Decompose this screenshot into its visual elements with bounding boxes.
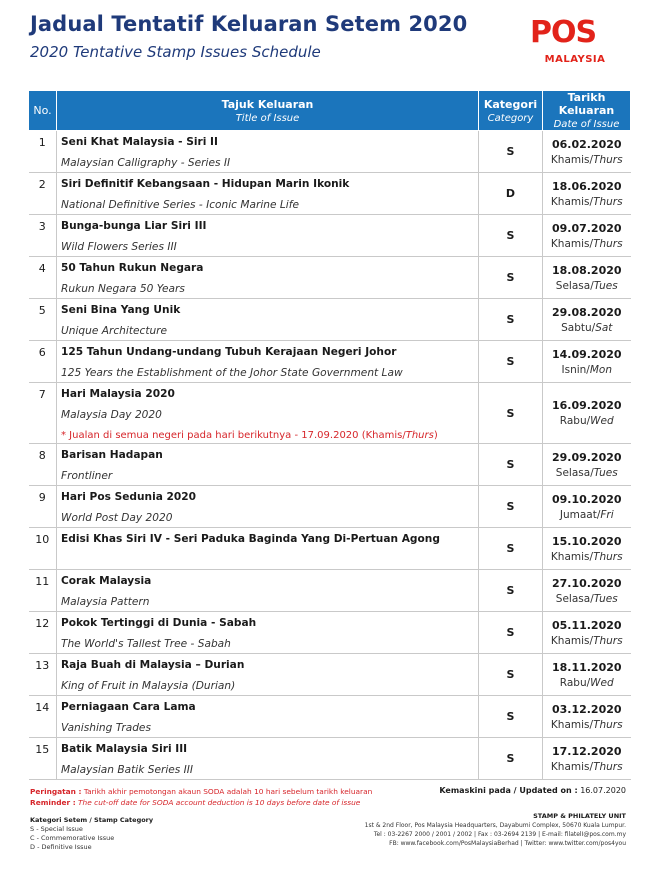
issue-day: Khamis/Thurs: [550, 634, 623, 647]
row-number: 3: [29, 215, 57, 257]
day-ms: Sabtu: [561, 321, 592, 334]
logo-wordmark: POS: [530, 14, 597, 50]
date-cell: [543, 612, 631, 654]
issue-title-ms: Pokok Tertinggi di Dunia - Sabah: [61, 617, 257, 629]
date-cell: [543, 738, 631, 780]
category-cell: S: [479, 299, 543, 341]
issue-day: Jumaat/Fri: [559, 508, 614, 521]
issue-day: Selasa/Tues: [555, 279, 618, 292]
header-category: [479, 91, 543, 131]
issue-title-ms: Batik Malaysia Siri III: [61, 743, 188, 755]
table-row: [29, 738, 631, 780]
issue-title-en: Malaysian Batik Series III: [61, 764, 194, 776]
day-ms: Khamis: [550, 550, 590, 563]
issue-title-ms: Perniagaan Cara Lama: [61, 701, 196, 713]
category-cell: S: [479, 612, 543, 654]
category-cell: S: [479, 257, 543, 299]
sale-note: [61, 430, 474, 441]
sale-note-text: * Jualan di semua negeri pada hari berikutnya - 17.09.2020 (Khamis/: [61, 430, 406, 441]
date-cell: [543, 131, 631, 173]
date-cell: [543, 173, 631, 215]
issue-date: 18.11.2020: [551, 660, 622, 674]
table-row: [29, 696, 631, 738]
issue-day: Selasa/Tues: [555, 466, 618, 479]
day-ms: Khamis: [550, 195, 590, 208]
table-row: [29, 257, 631, 299]
logo-subtext: MALAYSIA: [544, 54, 606, 65]
stamp-schedule-table: [28, 90, 631, 780]
date-cell: [543, 696, 631, 738]
issue-title-en: King of Fruit in Malaysia (Durian): [61, 680, 236, 692]
issue-title-cell: [57, 696, 479, 738]
issue-title-ms: Siri Definitif Kebangsaan - Hidupan Marin Ikonik: [61, 178, 350, 190]
date-cell: [543, 215, 631, 257]
issue-date: 03.12.2020: [551, 702, 622, 716]
day-ms: Rabu: [559, 676, 587, 689]
issue-title-cell: [57, 738, 479, 780]
header-no: No.: [29, 91, 57, 131]
day-ms: Selasa: [555, 466, 591, 479]
issue-title-ms: Hari Malaysia 2020: [61, 388, 175, 400]
day-en: Wed: [590, 415, 614, 427]
day-en: Tues: [593, 466, 618, 479]
issue-day: Khamis/Thurs: [550, 718, 623, 731]
day-ms: Selasa: [555, 279, 591, 292]
day-ms: Khamis: [550, 718, 590, 731]
issue-title-ms: Bunga-bunga Liar Siri III: [61, 220, 207, 232]
page-subtitle: 2020 Tentative Stamp Issues Schedule: [30, 43, 321, 61]
reminder-label-ms: Peringatan :: [30, 787, 82, 796]
issue-title-en: National Definitive Series - Iconic Marine Life: [61, 199, 299, 211]
issue-title-en: Wild Flowers Series III: [61, 241, 177, 253]
issue-title-ms: Edisi Khas Siri IV - Seri Paduka Baginda Yang Di-Pertuan Agong: [61, 533, 440, 545]
contact-info: [365, 812, 626, 848]
issue-title-cell: [57, 383, 479, 444]
issue-title-cell: [57, 654, 479, 696]
issue-title-en: Rukun Negara 50 Years: [61, 283, 185, 295]
category-cell: S: [479, 570, 543, 612]
row-number: 9: [29, 486, 57, 528]
day-en: Thurs: [593, 760, 623, 773]
table-row: [29, 341, 631, 383]
table-row: [29, 486, 631, 528]
issue-date: 06.02.2020: [551, 137, 622, 151]
table-body: [29, 131, 631, 780]
page-header: [30, 12, 620, 82]
updated-on: [439, 786, 626, 795]
day-en: Thurs: [593, 718, 623, 731]
contact-address: 1st & 2nd Floor, Pos Malaysia Headquarters, Dayabumi Complex, 50670 Kuala Lumpur.: [364, 822, 626, 829]
issue-date: 14.09.2020: [551, 347, 622, 361]
issue-date: 05.11.2020: [551, 618, 622, 632]
issue-title-ms: Barisan Hadapan: [61, 449, 163, 461]
date-cell: [543, 528, 631, 570]
legend-item: S - Special Issue: [30, 825, 83, 833]
issue-title-cell: [57, 528, 479, 570]
day-en: Mon: [589, 363, 612, 376]
table-row: [29, 612, 631, 654]
issue-title-cell: [57, 612, 479, 654]
row-number: 10: [29, 528, 57, 570]
date-cell: [543, 257, 631, 299]
issue-title-ms: Corak Malaysia: [61, 575, 152, 587]
issue-day: Rabu/Wed: [559, 676, 614, 689]
day-en: Tues: [593, 279, 618, 292]
category-cell: S: [479, 738, 543, 780]
legend-title: Kategori Setem / Stamp Category: [30, 816, 154, 824]
day-en: Thurs: [593, 195, 623, 208]
table-row: [29, 570, 631, 612]
issue-date: 18.08.2020: [551, 263, 622, 277]
issue-date: 17.12.2020: [551, 744, 622, 758]
category-cell: S: [479, 486, 543, 528]
issue-day: Khamis/Thurs: [550, 760, 623, 773]
day-ms: Isnin: [561, 363, 587, 376]
category-cell: S: [479, 654, 543, 696]
issue-day: Selasa/Tues: [555, 592, 618, 605]
contact-phone: Tel : 03-2267 2000 / 2001 / 2002 | Fax : 03-2694 2139 | E-mail: filatelI@pos.com.my: [373, 831, 626, 838]
table-row: [29, 173, 631, 215]
category-cell: S: [479, 383, 543, 444]
issue-day: Khamis/Thurs: [550, 153, 623, 166]
table-row: [29, 444, 631, 486]
date-cell: [543, 444, 631, 486]
header-title: [57, 91, 479, 131]
day-en: Thurs: [593, 550, 623, 563]
day-ms: Rabu: [559, 415, 587, 427]
page-title: Jadual Tentatif Keluaran Setem 2020: [30, 12, 468, 36]
row-number: 6: [29, 341, 57, 383]
issue-title-cell: [57, 215, 479, 257]
issue-title-cell: [57, 570, 479, 612]
issue-title-ms: Hari Pos Sedunia 2020: [61, 491, 197, 503]
legend-item: D - Definitive Issue: [30, 843, 92, 851]
date-cell: [543, 570, 631, 612]
category-cell: S: [479, 696, 543, 738]
table-row: [29, 215, 631, 257]
row-number: 14: [29, 696, 57, 738]
day-ms: Khamis: [550, 153, 590, 166]
issue-title-en: Frontliner: [61, 470, 113, 482]
row-number: 5: [29, 299, 57, 341]
issue-title-cell: [57, 341, 479, 383]
table-row: [29, 528, 631, 570]
soda-reminder: [30, 786, 372, 808]
issue-date: 16.09.2020: [551, 399, 622, 412]
issue-day: Khamis/Thurs: [550, 195, 623, 208]
row-number: 15: [29, 738, 57, 780]
category-cell: S: [479, 341, 543, 383]
issue-day: Khamis/Thurs: [550, 550, 623, 563]
issue-title-ms: 125 Tahun Undang-undang Tubuh Kerajaan Negeri Johor: [61, 346, 397, 358]
row-number: 1: [29, 131, 57, 173]
category-cell: S: [479, 131, 543, 173]
day-ms: Khamis: [550, 760, 590, 773]
day-ms: Khamis: [550, 237, 590, 250]
issue-date: 29.09.2020: [551, 450, 622, 464]
legend-item: C - Commemorative Issue: [30, 834, 115, 842]
issue-date: 29.08.2020: [551, 305, 622, 319]
row-number: 11: [29, 570, 57, 612]
table-header: [29, 91, 631, 131]
day-en: Tues: [593, 592, 618, 605]
issue-title-en: Vanishing Trades: [61, 722, 151, 734]
header-title-sub: Title of Issue: [235, 112, 300, 124]
issue-title-en: World Post Day 2020: [61, 512, 173, 524]
category-legend: [30, 816, 153, 852]
date-cell: [543, 486, 631, 528]
pos-malaysia-logo: [530, 12, 620, 72]
row-number: 4: [29, 257, 57, 299]
date-cell: [543, 299, 631, 341]
issue-title-cell: [57, 486, 479, 528]
date-cell: [543, 654, 631, 696]
updated-value: 16.07.2020: [580, 786, 626, 795]
row-number: 7: [29, 383, 57, 444]
issue-title-cell: [57, 444, 479, 486]
issue-date: 15.10.2020: [551, 534, 622, 548]
day-en: Thurs: [593, 634, 623, 647]
table-row: [29, 131, 631, 173]
issue-title-cell: [57, 299, 479, 341]
issue-title-cell: [57, 131, 479, 173]
day-en: Fri: [600, 508, 614, 521]
day-en: Thurs: [593, 237, 623, 250]
day-ms: Jumaat: [559, 508, 597, 521]
issue-day: Rabu/Wed: [559, 415, 614, 427]
issue-title-ms: 50 Tahun Rukun Negara: [61, 262, 204, 274]
header-date-main: Tarikh Keluaran: [558, 91, 615, 117]
header-category-sub: Category: [487, 112, 534, 124]
contact-title: STAMP & PHILATELY UNIT: [533, 812, 626, 820]
issue-title-en: 125 Years the Establishment of the Johor State Government Law: [61, 367, 403, 379]
date-cell: [543, 383, 631, 444]
updated-label: Kemaskini pada / Updated on :: [439, 786, 578, 795]
row-number: 2: [29, 173, 57, 215]
issue-date: 18.06.2020: [551, 179, 622, 193]
category-cell: S: [479, 444, 543, 486]
category-cell: S: [479, 528, 543, 570]
table-row: [29, 299, 631, 341]
issue-title-en: Unique Architecture: [61, 325, 168, 337]
issue-title-cell: [57, 173, 479, 215]
issue-date: 09.07.2020: [551, 221, 622, 235]
sale-note-end: ): [433, 430, 438, 441]
day-en: Wed: [590, 676, 614, 689]
issue-title-cell: [57, 257, 479, 299]
date-cell: [543, 341, 631, 383]
reminder-text-en: The cut-off date for SODA account deduction is 10 days before date of issue: [78, 798, 361, 807]
category-cell: S: [479, 215, 543, 257]
table-row: [29, 383, 631, 444]
day-ms: Khamis: [550, 634, 590, 647]
issue-day: Sabtu/Sat: [561, 321, 613, 334]
issue-day: Isnin/Mon: [561, 363, 612, 376]
sale-note-day: Thurs: [405, 430, 434, 441]
row-number: 13: [29, 654, 57, 696]
header-date: [543, 91, 631, 131]
issue-title-ms: Raja Buah di Malaysia – Durian: [61, 659, 245, 671]
reminder-text-ms: Tarikh akhir pemotongan akaun SODA adalah 10 hari sebelum tarikh keluaran: [83, 787, 373, 796]
issue-title-en: Malaysian Calligraphy - Series II: [61, 157, 231, 169]
day-en: Thurs: [593, 153, 623, 166]
issue-title-ms: Seni Khat Malaysia - Siri II: [61, 136, 218, 148]
issue-date: 27.10.2020: [551, 576, 622, 590]
table-row: [29, 654, 631, 696]
issue-title-ms: Seni Bina Yang Unik: [61, 304, 181, 316]
issue-title-en: The World's Tallest Tree - Sabah: [61, 638, 231, 650]
day-ms: Selasa: [555, 592, 591, 605]
header-title-main: Tajuk Keluaran: [221, 97, 314, 111]
issue-title-en: Malaysia Pattern: [61, 596, 150, 608]
header-category-main: Kategori: [483, 97, 538, 111]
header-date-sub: Date of Issue: [553, 119, 620, 130]
issue-day: Khamis/Thurs: [550, 237, 623, 250]
day-en: Sat: [595, 321, 613, 334]
contact-social: FB: www.facebook.com/PosMalaysiaBerhad | Twitter: www.twitter.com/pos4you: [389, 840, 626, 847]
row-number: 8: [29, 444, 57, 486]
issue-date: 09.10.2020: [551, 492, 622, 506]
issue-title-en: Malaysia Day 2020: [61, 409, 162, 421]
row-number: 12: [29, 612, 57, 654]
category-cell: D: [479, 173, 543, 215]
reminder-label-en: Reminder :: [30, 798, 76, 807]
